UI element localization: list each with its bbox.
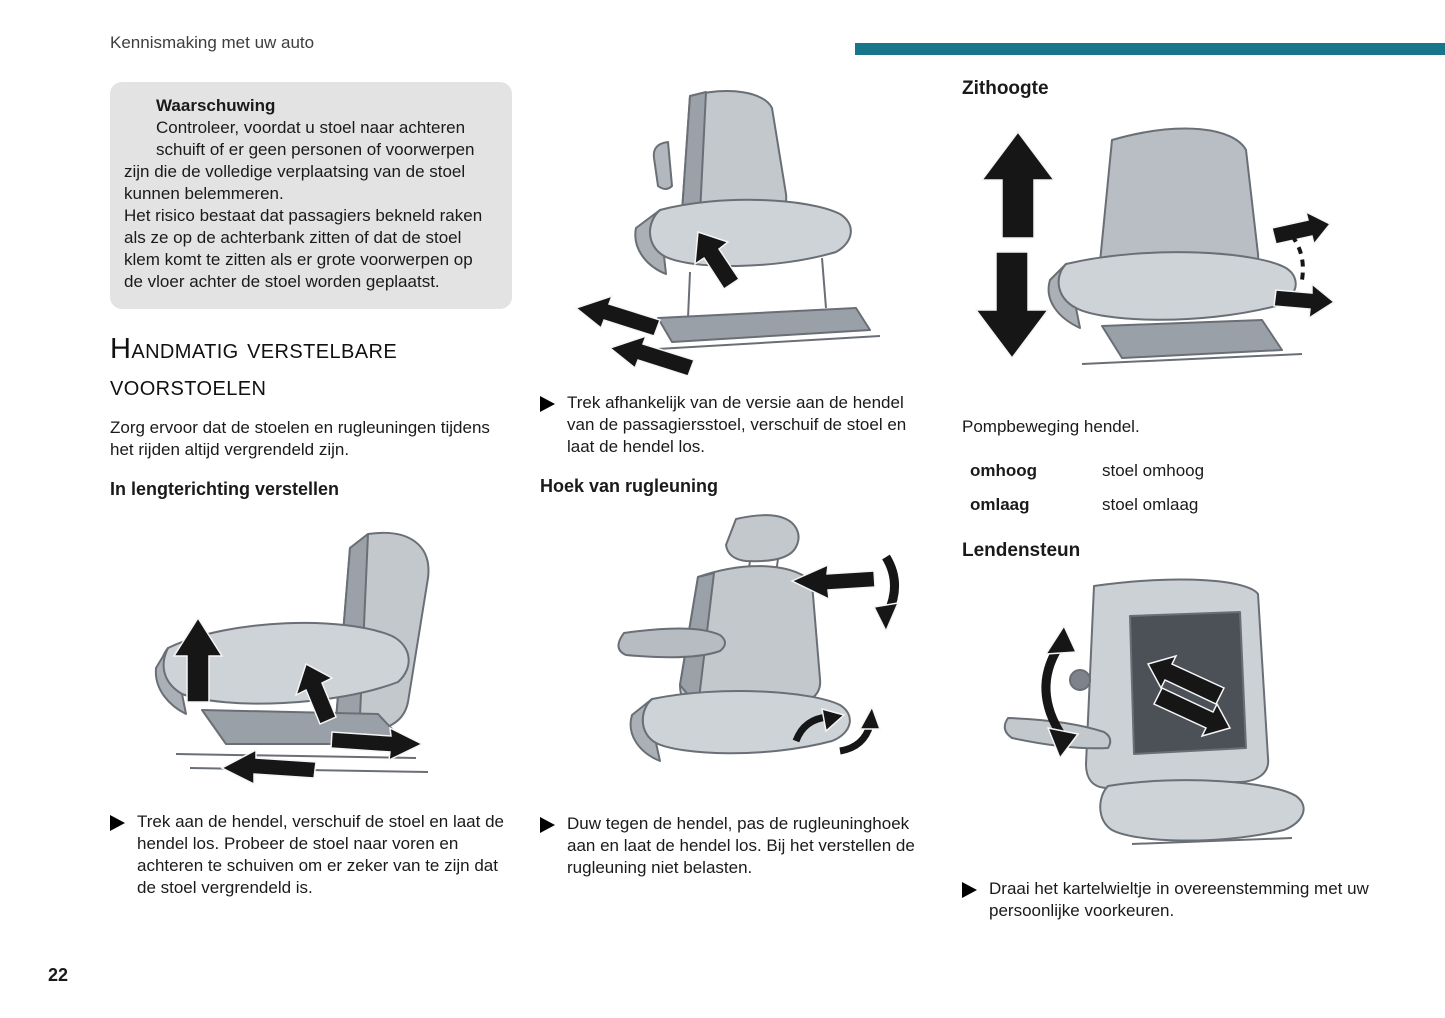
instruction-text: Duw tegen de hendel, pas de rugleuninghoek aan en laat de hendel los. Bij het verstellen de rugleuning niet belasten. <box>567 814 915 877</box>
seat-backrest-angle-illustration <box>540 503 932 803</box>
height-legend-table <box>962 454 1392 522</box>
table-row <box>962 454 1392 488</box>
instruction-text: Trek aan de hendel, verschuif de stoel en laat de hendel los. Probeer de stoel naar voren en achteren te schuiven om er zeker van te zijn dat de stoel vergrendeld is. <box>137 812 504 897</box>
instruction-longitudinal <box>110 811 512 899</box>
bullet-triangle-icon <box>540 817 555 833</box>
pump-caption: Pompbeweging hendel. <box>962 417 1140 436</box>
heading-seat-height: Zithoogte <box>962 78 1049 99</box>
bullet-triangle-icon <box>962 882 977 898</box>
instruction-backrest-angle <box>540 813 932 879</box>
seat-passenger-illustration <box>540 82 932 382</box>
seat-height-illustration <box>962 106 1392 406</box>
warning-title: Waarschuwing <box>156 96 276 115</box>
lumbar-support-illustration <box>962 568 1392 868</box>
legend-desc: stoel omlaag <box>1102 495 1199 514</box>
seat-longitudinal-illustration <box>110 506 512 801</box>
section-title: Handmatig verstelbare voorstoelen <box>110 333 398 402</box>
page-number: 22 <box>48 965 69 985</box>
table-row <box>962 488 1392 522</box>
accent-bar <box>855 43 1445 55</box>
legend-term: omhoog <box>970 461 1038 480</box>
instruction-text: Trek afhankelijk van de versie aan de hendel van de passagiersstoel, verschuif de stoel en laat de hendel los. <box>567 393 907 456</box>
column-left <box>110 82 512 899</box>
legend-term: omlaag <box>970 495 1030 514</box>
intro-text: Zorg ervoor dat de stoelen en rugleuningen tijdens het rijden altijd vergrendeld zijn. <box>110 418 490 459</box>
running-title: Kennismaking met uw auto <box>110 33 315 52</box>
subheading-longitudinal: In lengterichting verstellen <box>110 479 340 499</box>
subheading-backrest-angle: Hoek van rugleuning <box>540 476 719 496</box>
warning-paragraph-2: Het risico bestaat dat passagiers bekneld raken als ze op de achterbank zitten of dat de stoel klem komt te zitten als er grote voorwerpen op de vloer achter de stoel worden geplaatst. <box>124 206 483 291</box>
warning-exclamation-icon <box>126 98 144 144</box>
legend-desc: stoel omhoog <box>1102 461 1205 480</box>
bullet-triangle-icon <box>540 396 555 412</box>
column-right <box>962 78 1392 922</box>
instruction-text: Draai het kartelwieltje in overeenstemming met uw persoonlijke voorkeuren. <box>989 879 1369 920</box>
instruction-lumbar <box>962 878 1392 922</box>
bullet-triangle-icon <box>110 815 125 831</box>
column-middle <box>540 76 932 879</box>
warning-paragraph-1: Controleer, voordat u stoel naar achteren schuift of er geen personen of voorwerpen zijn die de volledige verplaatsing van de stoel kunnen belemmeren. <box>124 118 475 203</box>
instruction-passenger <box>540 392 932 458</box>
heading-lumbar: Lendensteun <box>962 540 1081 561</box>
warning-box <box>110 82 512 309</box>
